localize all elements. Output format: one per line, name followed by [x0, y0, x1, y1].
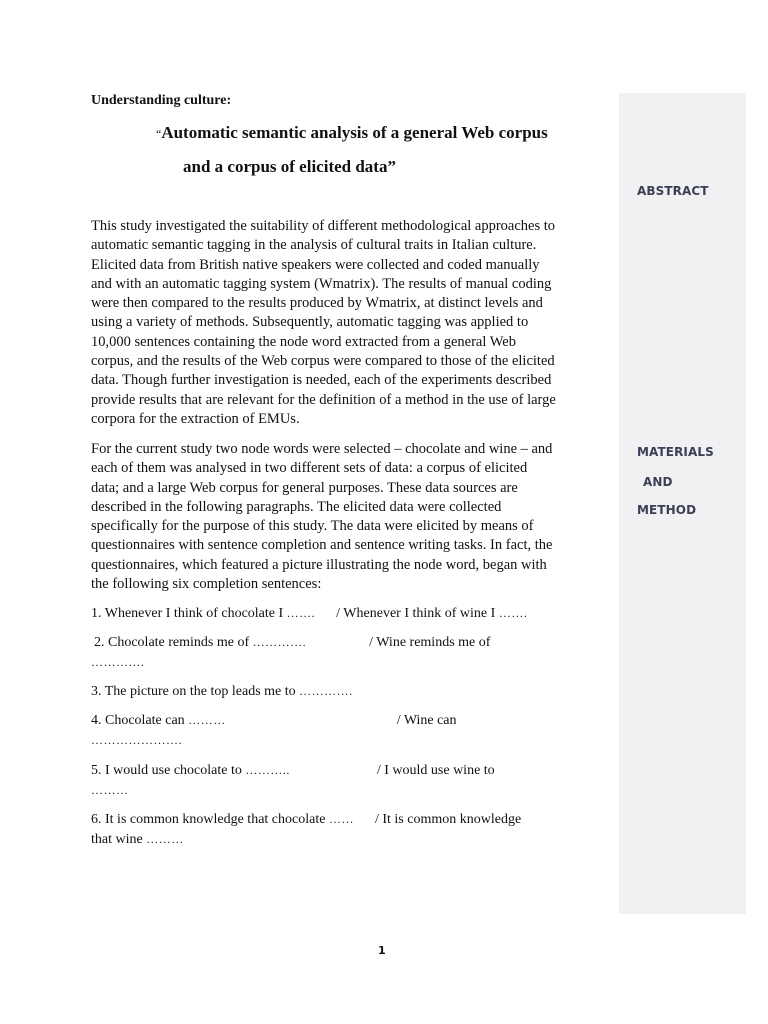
abstract-paragraph: [91, 217, 591, 429]
method-line: each of them was analysed in two different sets of data: a corpus of elicited: [91, 460, 528, 477]
blank-dots: ………..: [245, 763, 290, 777]
abstract-line: corpus, and the results of the Web corpus were compared to those of the elicited: [91, 353, 555, 370]
title-open-quote: “: [156, 127, 162, 141]
abstract-line: data. Though further investigation is needed, each of the experiments described: [91, 372, 552, 389]
blank-dots: ……: [328, 812, 354, 826]
method-line: data; and a large Web corpus for general purposes. These data sources are: [91, 479, 518, 496]
completion-sentence-5: [91, 761, 611, 800]
method-paragraph: [91, 440, 591, 594]
materials-label: MATERIALS: [637, 445, 714, 459]
abstract-line: provide results that are relevant for the definition of a method in the use of large: [91, 391, 556, 408]
sentence-1-wine: / Whenever I think of wine I: [336, 606, 496, 621]
blank-dots: ………………….: [91, 732, 182, 747]
blank-dots: ………: [188, 713, 226, 727]
title-line-1: [156, 123, 548, 143]
sentence-2-chocolate: 2. Chocolate reminds me of: [94, 635, 250, 650]
page-number: 1: [378, 944, 386, 957]
section-kicker: Understanding culture:: [91, 93, 232, 108]
blank-dots: …….: [286, 606, 316, 620]
sentence-4-wine: / Wine can: [396, 713, 457, 728]
abstract-line: were then compared to the results produced by Wmatrix, at distinct levels and: [91, 295, 543, 312]
blank-dots: ………: [91, 782, 129, 797]
method-line: described in the following paragraphs. The elicited data were collected: [91, 498, 502, 515]
method-line: For the current study two node words were selected – chocolate and wine – and: [91, 441, 553, 457]
blank-dots: ………….: [252, 635, 307, 649]
blank-dots: ………: [146, 831, 184, 846]
sentence-6-chocolate: 6. It is common knowledge that chocolate: [91, 812, 326, 827]
and-label: AND: [643, 475, 673, 489]
sentence-5-chocolate: 5. I would use chocolate to: [91, 763, 242, 778]
abstract-line: corpora for the extraction of EMUs.: [91, 410, 300, 427]
abstract-line: Elicited data from British native speakers were collected and coded manually: [91, 256, 540, 273]
sentence-2-wine: / Wine reminds me of: [369, 635, 491, 650]
completion-sentence-6: [91, 810, 611, 849]
sentence-6-wine-continued: that wine: [91, 831, 143, 847]
method-line: the following six completion sentences:: [91, 576, 322, 593]
abstract-line: using a variety of methods. Subsequently, automatic tagging was applied to: [91, 314, 529, 331]
sentence-1-chocolate: 1. Whenever I think of chocolate I: [91, 606, 284, 621]
method-line: questionnaires, which featured a picture illustrating the node word, began with: [91, 556, 547, 573]
blank-dots: ………….: [299, 684, 353, 698]
abstract-line: automatic semantic tagging in the analysis of cultural traits in Italian culture.: [91, 237, 537, 254]
method-line: specifically for the purpose of this study. The data were elicited by means of: [91, 518, 534, 535]
method-line: questionnaires with sentence completion and sentence writing tasks. In fact, the: [91, 537, 553, 554]
method-label: METHOD: [637, 503, 697, 517]
abstract-line: 10,000 sentences containing the node word extracted from a general Web: [91, 333, 516, 350]
abstract-line: and with an automatic tagging system (Wmatrix). The results of manual coding: [91, 275, 552, 292]
sentence-3: 3. The picture on the top leads me to: [91, 684, 296, 699]
sentence-6-wine: / It is common knowledge: [374, 812, 522, 827]
blank-dots: …….: [498, 606, 528, 620]
completion-sentence-2: [91, 633, 611, 672]
completion-sentence-3: [91, 682, 611, 702]
completion-sentence-4: [91, 711, 611, 750]
blank-dots: ………….: [91, 654, 145, 669]
sentence-4-chocolate: 4. Chocolate can: [91, 713, 185, 728]
abstract-line: This study investigated the suitability of different methodological approaches to: [91, 218, 556, 234]
title-line-2: and a corpus of elicited data”: [183, 157, 396, 176]
sentence-5-wine: / I would use wine to: [376, 763, 495, 778]
abstract-label: ABSTRACT: [637, 184, 709, 198]
title-line-1-text: Automatic semantic analysis of a general Web corpus: [161, 123, 548, 142]
completion-sentence-1: [91, 604, 611, 624]
